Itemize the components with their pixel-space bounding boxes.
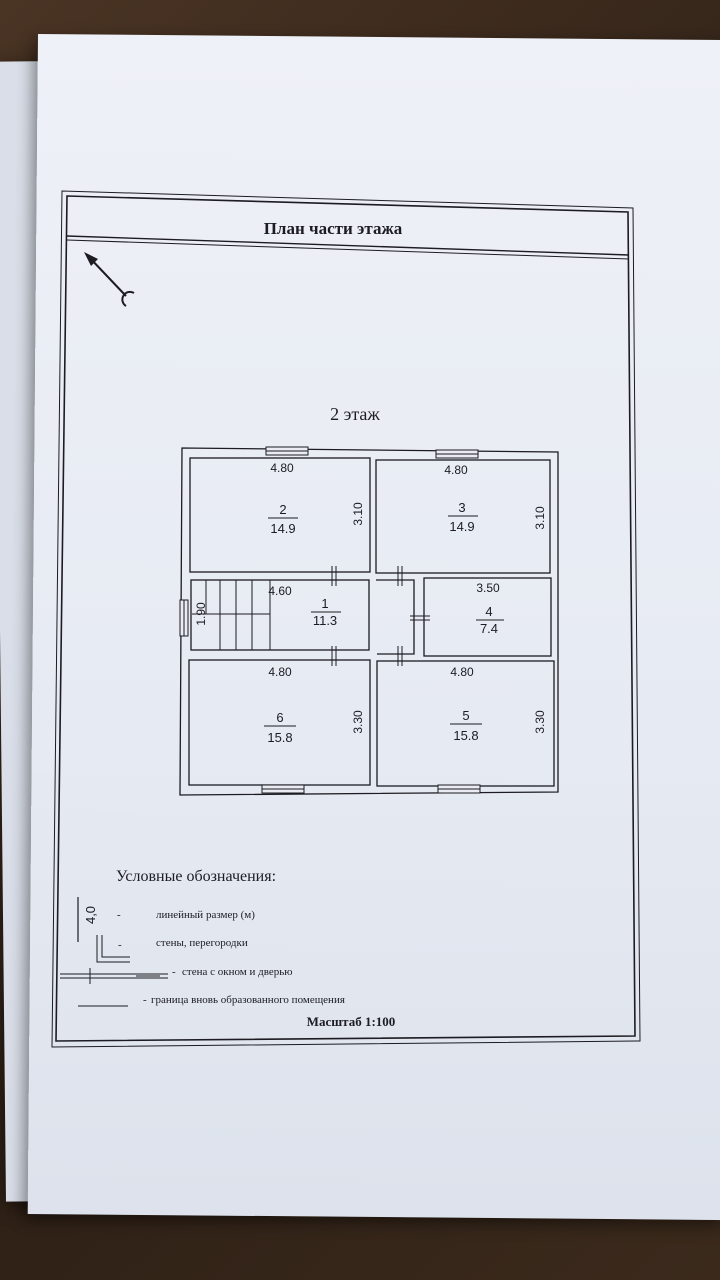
room-number: 4 — [485, 604, 493, 619]
room-area: 15.8 — [453, 728, 479, 743]
room-width: 4.80 — [450, 665, 474, 679]
room-area: 14.9 — [270, 521, 296, 536]
room-width: 4.60 — [268, 584, 292, 598]
legend-dash: - — [118, 939, 122, 951]
legend-title: Условные обозначения: — [116, 868, 277, 885]
room-4 — [476, 581, 504, 636]
legend — [60, 868, 345, 1006]
room-area: 7.4 — [479, 621, 499, 636]
room-number: 5 — [462, 708, 470, 723]
room-number: 2 — [279, 502, 287, 517]
room-number: 1 — [321, 596, 329, 611]
legend-item-label: граница вновь образованного помещения — [151, 994, 345, 1006]
room-5 — [450, 665, 547, 743]
room-area: 15.8 — [267, 730, 293, 745]
legend-item-label: стена с окном и дверью — [182, 966, 293, 978]
page-frame — [52, 191, 640, 1047]
room-height: 3.30 — [533, 710, 547, 734]
page-title: План части этажа — [263, 219, 403, 238]
north-arrow-icon — [84, 252, 134, 306]
room-height: 3.30 — [351, 710, 365, 734]
floor-label: 2 этаж — [330, 404, 380, 424]
building-outline — [180, 448, 558, 795]
legend-sample-dimension: 4,0 — [83, 905, 98, 925]
room-width: 4.80 — [444, 463, 468, 477]
legend-dash: - — [117, 909, 121, 921]
room-number: 3 — [458, 500, 466, 515]
room-height: 3.10 — [533, 506, 547, 530]
room-area: 14.9 — [449, 519, 475, 534]
legend-item-window-door — [60, 966, 292, 984]
legend-item-walls — [97, 935, 248, 962]
legend-item-label: линейный размер (м) — [156, 909, 255, 921]
room-area: 11.3 — [312, 613, 338, 628]
scale-label: Масштаб 1:100 — [306, 1014, 396, 1029]
room-width: 4.80 — [270, 461, 294, 475]
room-width: 3.50 — [476, 581, 500, 595]
legend-dash: - — [143, 994, 147, 1006]
room-width: 4.80 — [268, 665, 292, 679]
room-height: 3.10 — [351, 502, 365, 526]
room-3 — [444, 463, 547, 534]
room-1 — [194, 584, 341, 628]
legend-item-label: стены, перегородки — [156, 937, 248, 949]
room-height: 1.90 — [194, 602, 208, 626]
legend-item-dimension — [78, 897, 255, 942]
room-number: 6 — [276, 710, 284, 725]
room-6 — [264, 665, 365, 745]
legend-item-boundary — [78, 994, 345, 1006]
room-2 — [268, 461, 365, 536]
legend-dash: - — [172, 966, 176, 978]
